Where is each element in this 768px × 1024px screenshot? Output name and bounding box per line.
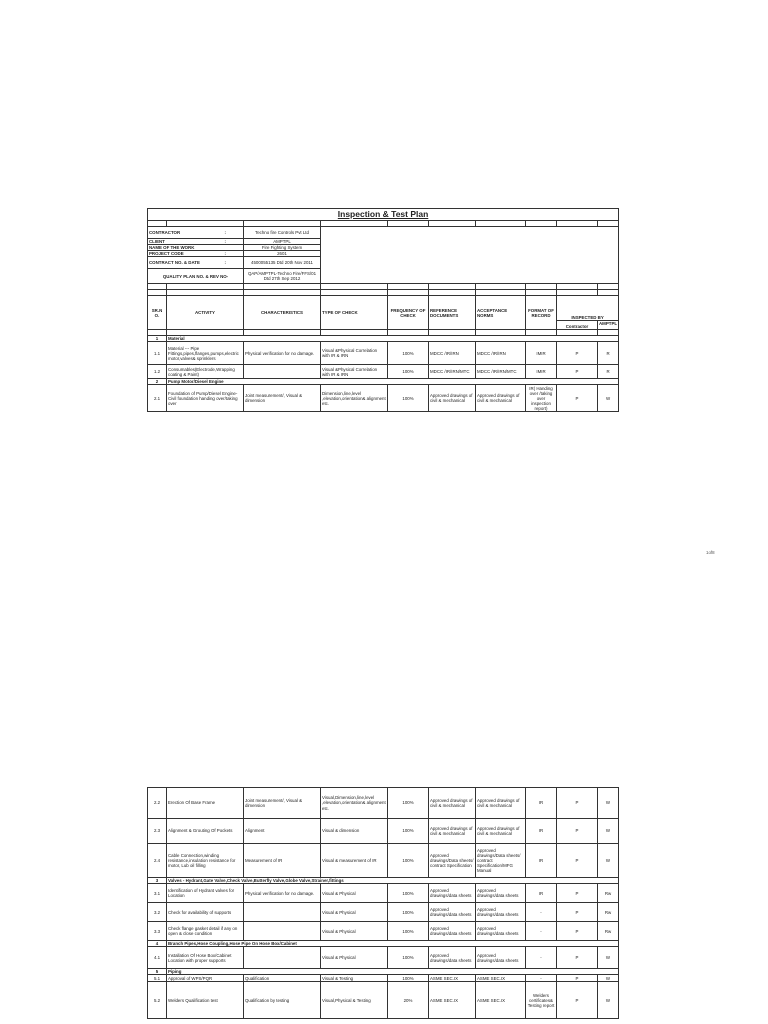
table-row [148, 922, 619, 941]
inspected-amptpl: W [598, 788, 619, 819]
acceptance-norms: Approved drawings/data sheets [476, 947, 526, 969]
sr-no: 5.2 [148, 982, 167, 1019]
table-row [148, 884, 619, 903]
acceptance-norms: Approved drawings of civil & mechanical [476, 819, 526, 844]
header-acceptance: ACCEPTANCE NORMS [476, 296, 526, 330]
table-row [148, 903, 619, 922]
reference-documents: Approved drawings of civil & mechanical [429, 385, 476, 412]
activity: Foundation of Pump/Diesel Engine-Civil foundation handing over/taking over [167, 385, 244, 412]
activity: Installation Of Hose Box/Cabinet Location with proper supports [167, 947, 244, 969]
inspected-contractor: P [557, 365, 598, 379]
reference-documents: Approved drawings/data sheets [429, 903, 476, 922]
format-of-record: - [526, 975, 557, 982]
acceptance-norms: Approved drawings/data sheets [476, 922, 526, 941]
table-row [148, 819, 619, 844]
type-of-check: Visual &Physical Correlation with IR & IRN [321, 365, 388, 379]
info-label-cell [148, 227, 244, 239]
type-of-check: Visual & Testing [321, 975, 388, 982]
sr-no: 4.1 [148, 947, 167, 969]
inspected-contractor: P [557, 903, 598, 922]
table-row [148, 365, 619, 379]
frequency: 100% [388, 819, 429, 844]
type-of-check: Dimension,line,level ,elevation,orientation& alignment etc. [321, 385, 388, 412]
inspected-contractor: P [557, 844, 598, 878]
sr-no: 2.3 [148, 819, 167, 844]
table-row [148, 982, 619, 1019]
header-reference: REFERENCE DOCUMENTS [429, 296, 476, 330]
table-row [148, 975, 619, 982]
info-label: NAME OF THE WORK [149, 245, 195, 251]
inspected-contractor: P [557, 342, 598, 365]
inspected-amptpl: W [598, 975, 619, 982]
itp-table-page2 [147, 787, 619, 1019]
section-title: Pump Motor/Diesel Engine [167, 379, 619, 385]
format-of-record: IMIR [526, 342, 557, 365]
inspected-amptpl: W [598, 982, 619, 1019]
type-of-check: Visual &Physical Correlation with IR & IRN [321, 342, 388, 365]
activity: Approval of WPS/PQR [167, 975, 244, 982]
info-label-cell [148, 257, 244, 269]
type-of-check: Visual & dimension [321, 819, 388, 844]
format-of-record: IR [526, 788, 557, 819]
format-of-record: - [526, 903, 557, 922]
reference-documents: ASME SEC.IX [429, 982, 476, 1019]
inspected-contractor: P [557, 788, 598, 819]
acceptance-norms: Approved drawings/Data sheets/ contract Specification/MFG Manual [476, 844, 526, 878]
sr-no: 2.4 [148, 844, 167, 878]
acceptance-norms: ASME SEC.IX [476, 975, 526, 982]
frequency: 100% [388, 922, 429, 941]
inspected-amptpl: Rw [598, 922, 619, 941]
activity: Identification of Hydrant valves for Location [167, 884, 244, 903]
header-inspected-by: INSPECTED BY [557, 296, 619, 321]
frequency: 100% [388, 342, 429, 365]
itp-table-page1 [147, 208, 619, 412]
format-of-record: IR [526, 819, 557, 844]
info-label: CONTRACTOR [149, 229, 181, 235]
inspected-contractor: P [557, 819, 598, 844]
characteristics: Alignment [244, 819, 321, 844]
inspected-contractor: P [557, 884, 598, 903]
characteristics: Physical verification for no damage. [244, 342, 321, 365]
characteristics: Qualification by testing [244, 982, 321, 1019]
table-row [148, 385, 619, 412]
activity: Check flange gasket detail if any on open & close condition [167, 922, 244, 941]
header-frequency: FREQUENCY OF CHECK [388, 296, 429, 330]
info-label: CONTRACT NO. & DATE [149, 260, 200, 266]
sr-no: 1.1 [148, 342, 167, 365]
frequency: 100% [388, 975, 429, 982]
sr-no: 2.2 [148, 788, 167, 819]
table-row [148, 947, 619, 969]
acceptance-norms: MDCC /IR/IRN/MTC [476, 365, 526, 379]
type-of-check: Visual & Physical [321, 884, 388, 903]
characteristics: Joint measurement/, Visual & dimension [244, 788, 321, 819]
activity: Welders Qualification test [167, 982, 244, 1019]
type-of-check: Visual & Physical [321, 922, 388, 941]
type-of-check: Visual & Physical [321, 903, 388, 922]
sr-no: 1.2 [148, 365, 167, 379]
table-row [148, 342, 619, 365]
header-srno: SR.N O. [148, 296, 167, 330]
reference-documents: Approved drawings/Data sheets/ contract Specification [429, 844, 476, 878]
sr-no: 3.2 [148, 903, 167, 922]
frequency: 20% [388, 982, 429, 1019]
type-of-check: Visual,Physical & Testing [321, 982, 388, 1019]
section-number: 3 [148, 878, 167, 884]
info-colon: : [224, 251, 226, 257]
activity: Check for availability of supports [167, 903, 244, 922]
reference-documents: ASME SEC.IX [429, 975, 476, 982]
inspected-amptpl: Rw [598, 884, 619, 903]
header-amptpl: AMPTPL [598, 321, 619, 330]
frequency: 100% [388, 385, 429, 412]
acceptance-norms: Approved drawings of civil & mechanical [476, 385, 526, 412]
table-row [148, 844, 619, 878]
inspected-amptpl: Rw [598, 903, 619, 922]
format-of-record: IR [526, 844, 557, 878]
characteristics: Measurement of IR [244, 844, 321, 878]
table-row [148, 788, 619, 819]
frequency: 100% [388, 884, 429, 903]
section-title: Valves - Hydrant,Gate Valve,Check Valve,Butterfly Valve,Globe Valve,Strainer,fittings [167, 878, 619, 884]
reference-documents: Approved drawings of civil & mechanical [429, 819, 476, 844]
page-number: 1of8 [706, 550, 715, 555]
frequency: 100% [388, 788, 429, 819]
header-contractor: Contractor [557, 321, 598, 330]
info-label: CLIENT [149, 239, 165, 244]
inspected-amptpl: W [598, 844, 619, 878]
info-label: PROJECT CODE [149, 251, 184, 257]
info-label-cell [148, 269, 244, 284]
activity: Consumables(Electrode,Wrapping coating & Paint) [167, 365, 244, 379]
header-activity: ACTIVITY [167, 296, 244, 330]
header-characteristics: CHARACTERISTICS [244, 296, 321, 330]
inspected-amptpl: W [598, 819, 619, 844]
sr-no: 3.1 [148, 884, 167, 903]
inspected-contractor: P [557, 385, 598, 412]
inspected-contractor: P [557, 947, 598, 969]
characteristics [244, 365, 321, 379]
reference-documents: MDCC /IR/IRN/MTC [429, 365, 476, 379]
type-of-check: Visual & Physical [321, 947, 388, 969]
acceptance-norms: Approved drawings of civil & mechanical [476, 788, 526, 819]
format-of-record: IR( Handing over /taking over inspection report) [526, 385, 557, 412]
frequency: 100% [388, 903, 429, 922]
inspected-amptpl: R [598, 342, 619, 365]
type-of-check: Visual & measurement of IR [321, 844, 388, 878]
info-value: QAP/AMPTPL-Techno Fire/FFS/01 Dtd 27th Sep 2012 [244, 269, 321, 284]
activity: Material --- Pipe Fittings,pipes,flanges,pumps,electric motor,valves& sprinklers [167, 342, 244, 365]
format-of-record: IMIR [526, 365, 557, 379]
acceptance-norms: Approved drawings/data sheets [476, 903, 526, 922]
section-number: 1 [148, 336, 167, 342]
inspected-amptpl: R [598, 365, 619, 379]
info-label: QUALITY PLAN NO. & REV NO- [162, 273, 229, 279]
format-of-record: IR [526, 884, 557, 903]
acceptance-norms: ASME SEC.IX [476, 982, 526, 1019]
inspected-contractor: P [557, 922, 598, 941]
inspected-contractor: P [557, 975, 598, 982]
section-title: Piping [167, 969, 619, 975]
activity: Cable Connection,winding resistance,insulation resistance for motor, Lub oil filling [167, 844, 244, 878]
frequency: 100% [388, 947, 429, 969]
document-title: Inspection & Test Plan [148, 209, 619, 221]
section-number: 5 [148, 969, 167, 975]
frequency: 100% [388, 365, 429, 379]
header-type: TYPE OF CHECK [321, 296, 388, 330]
info-value: Fire Fighting System [244, 245, 321, 251]
reference-documents: Approved drawings/data sheets [429, 947, 476, 969]
reference-documents: Approved drawings/data sheets [429, 884, 476, 903]
activity: Alignment & Grouting Of Pockets [167, 819, 244, 844]
characteristics [244, 903, 321, 922]
info-colon: : [224, 239, 226, 244]
characteristics [244, 922, 321, 941]
format-of-record: Welders certificates& Testing report [526, 982, 557, 1019]
acceptance-norms: MDCC /IR/IRN [476, 342, 526, 365]
reference-documents: Approved drawings of civil & mechanical [429, 788, 476, 819]
characteristics [244, 947, 321, 969]
title-row [148, 209, 619, 221]
section-title: Branch Pipes,Hose Coupling,Hose Pipe On Hose Box/Cabinet [167, 941, 619, 947]
info-row [148, 227, 619, 239]
frequency: 100% [388, 844, 429, 878]
section-title: Material [167, 336, 619, 342]
section-number: 2 [148, 379, 167, 385]
acceptance-norms: Approved drawings/data sheets [476, 884, 526, 903]
inspected-amptpl: W [598, 385, 619, 412]
sr-no: 3.3 [148, 922, 167, 941]
characteristics: Joint measurement/, Visual & dimension [244, 385, 321, 412]
info-filler [321, 227, 619, 284]
info-value: AMPTPL [244, 239, 321, 245]
info-colon: : [224, 229, 226, 235]
sr-no: 5.1 [148, 975, 167, 982]
header-format: FORMAT OF RECORD [526, 296, 557, 330]
sr-no: 2.1 [148, 385, 167, 412]
info-value: Techno fire Controls Pvt Ltd [244, 227, 321, 239]
characteristics: Qualification [244, 975, 321, 982]
format-of-record: - [526, 947, 557, 969]
inspected-amptpl: W [598, 947, 619, 969]
characteristics: Physical verification for no damage. [244, 884, 321, 903]
info-value: 2601 [244, 251, 321, 257]
info-colon: : [224, 260, 226, 266]
activity: Erection Of Base Frame [167, 788, 244, 819]
header-row [148, 296, 619, 321]
type-of-check: Visual,Dimension,line,level ,elevation,orientation& alignment etc. [321, 788, 388, 819]
section-number: 4 [148, 941, 167, 947]
reference-documents: Approved drawings/data sheets [429, 922, 476, 941]
reference-documents: MDCC /IR/IRN [429, 342, 476, 365]
info-value: 4500055135 Dtd 20th Nov 2011 [244, 257, 321, 269]
inspected-contractor: P [557, 982, 598, 1019]
format-of-record: - [526, 922, 557, 941]
